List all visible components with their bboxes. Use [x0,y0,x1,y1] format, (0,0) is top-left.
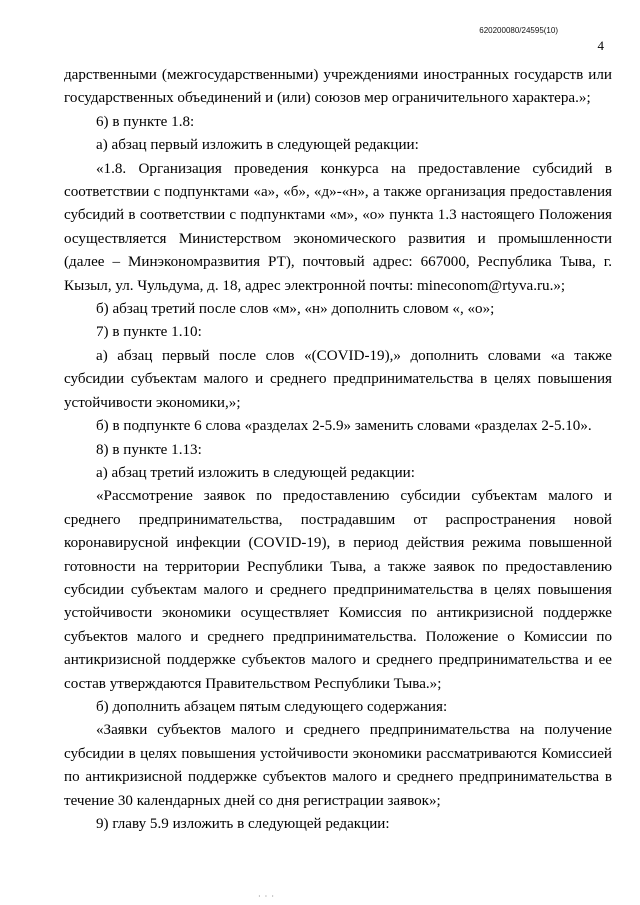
paragraph-6a: а) абзац первый изложить в следующей редакции: [96,137,419,154]
document-body [64,64,612,836]
paragraph-7b: б) в подпункте 6 слова «разделах 2-5.9» заменить словами «разделах 2-5.10». [96,418,592,435]
paragraph-quote-1-8: «1.8. Организация проведения конкурса на предоставление субсидий в соответствии с подпунктами «а», «б», «д»-«н», а также организация предоставления субсидий в соответствии с подпунктами «м», «о» пункта 1.3 настоящего Положения осуществляется Министерством экономического развития и промышленности (далее – Минэкономразвития РТ), почтовый адрес: 667000, Республика Тыва, г. Кызыл, ул. Чульдума, д. 18, адрес электронной почты: mineconom@rtyva.ru.»; [64,160,612,294]
page-number: 4 [597,38,604,53]
paragraph-item-6: 6) в пункте 1.8: [96,113,195,130]
paragraph-8a: а) абзац третий изложить в следующей редакции: [96,464,415,481]
paragraph-item-9: 9) главу 5.9 изложить в следующей редакции: [96,816,390,832]
paragraph-quote-commission: «Рассмотрение заявок по предоставлению субсидии субъектам малого и среднего предпринимательства, пострадавшим от распространения новой коронавирусной инфекции (COVID-19), в период действия режима повышенной готовности на территории Республики Тыва, а также заявок по предоставлению субсидии субъектам малого и среднего предпринимательства в целях повышения устойчивости экономики осуществляет Комиссия по антикризисной поддержке субъектов малого и среднего предпринимательства. Положение о Комиссии по антикризисной поддержке субъектов малого и среднего предпринимательства и ее состав утверждаются Правительством Республики Тыва.»; [64,488,612,692]
paragraph-6b: б) абзац третий после слов «м», «н» дополнить словом «, «о»; [96,301,495,318]
footer-mark: · · · [258,892,275,901]
document-id: 620200080/24595(10) [479,26,558,35]
paragraph-continuation: дарственными (межгосударственными) учреждениями иностранных государств или государственных объединений и (или) союзов мер ограничительного характера.»; [64,67,612,107]
paragraph-item-8: 8) в пункте 1.13: [96,441,202,458]
paragraph-item-7: 7) в пункте 1.10: [96,324,202,341]
paragraph-quote-applications: «Заявки субъектов малого и среднего предпринимательства на получение субсидии в целях повышения устойчивости экономики рассматриваются Комиссией по антикризисной поддержке субъектов малого и среднего предпринимательства в течение 30 календарных дней со дня регистрации заявок»; [64,722,612,809]
paragraph-7a: а) абзац первый после слов «(COVID-19),» дополнить словами «а также субсидии субъектам малого и среднего предпринимательства в целях повышения устойчивости экономики,»; [64,347,612,411]
paragraph-8b: б) дополнить абзацем пятым следующего содержания: [96,698,448,715]
